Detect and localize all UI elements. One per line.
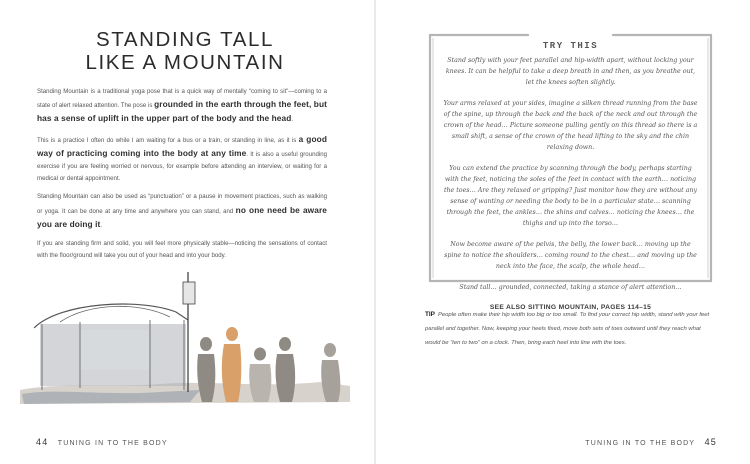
body-text-run: Standing Mountain is a traditional yoga pose that is a quick way of mentally “coming to sit”—coming to a state of alert relaxed attention. The pose is bbox=[37, 88, 327, 110]
emphasis-text: a good way of practicing coming into the body at any time bbox=[37, 133, 327, 158]
body-paragraph bbox=[37, 238, 327, 262]
tip-section bbox=[425, 308, 717, 351]
body-paragraph bbox=[37, 133, 327, 186]
try-this-paragraph: Stand tall… grounded, connected, taking a stance of alert attention… bbox=[459, 283, 682, 291]
see-also-reference: SEE ALSO SITTING MOUNTAIN, PAGES 114–15 bbox=[489, 304, 652, 312]
body-text-run: If you are standing firm and solid, you will feel more physically stable—noticing the sensations of contact with the floor/ground will take you out of your head and into your body. bbox=[37, 240, 327, 260]
try-this-text bbox=[442, 55, 699, 323]
page-title bbox=[40, 28, 330, 74]
try-this-paragraph: Now become aware of the pelvis, the belly, the lower back… moving up the spine to notice the shoulders… coming round to the chest… and moving up the neck into the face, the scalp, the whole head… bbox=[444, 240, 697, 270]
body-text bbox=[37, 86, 327, 268]
body-text-run: Standing Mountain can also be used as “punctuation” or a pause in movement practices, such as walking or yoga. It can be done at any time and anywhere you can stand, and bbox=[37, 193, 327, 215]
figure-5 bbox=[321, 343, 340, 402]
body-paragraph bbox=[37, 86, 327, 127]
try-this-box bbox=[428, 33, 713, 312]
try-this-paragraph: You can extend the practice by scanning through the body, perhaps starting with the feet, noticing the soles of the feet in contact with the earth… noticing the toes… Are they relaxed or gripping? Just monitor how they are without any sense of wanting or needing the body to be in a particular state… scanning through the feet, the ankles… the shins and calves… noticing the knees… the thighs and up into the torso… bbox=[443, 164, 698, 228]
figure-1 bbox=[197, 337, 215, 402]
body-text-run: This is a practice I often do while I am waiting for a bus or a train, or standing in line, as it is bbox=[37, 136, 299, 144]
mountain-pose-illustration bbox=[20, 262, 360, 412]
body-text-run: . bbox=[291, 116, 294, 124]
try-this-paragraph: Stand softly with your feet parallel and hip-width apart, without locking your knees. It can be helpful to take a deep breath in and then, as you breathe out, let the knees soften slightly. bbox=[445, 57, 696, 87]
tip-label: TIP bbox=[425, 311, 435, 318]
try-this-heading: TRY THIS bbox=[542, 41, 599, 51]
body-paragraph bbox=[37, 191, 327, 232]
emphasis-text: no one need be aware you are doing it bbox=[37, 204, 327, 229]
body-text-run: . bbox=[100, 221, 103, 229]
page-number: 45 bbox=[704, 437, 717, 447]
try-this-paragraph: Your arms relaxed at your sides, imagine a silken thread running from the base of the spine, up through the back and the back of the neck and out through the crown of the head… Picture someone pulling gently on this thread so there is a small shift, a sense of the crown of the head lifting to the sky and the chin relaxing down. bbox=[443, 99, 698, 152]
tip-text: People often make their hip width too big or too small. To find your correct hip width, stand with your feet parallel and together. Now, keeping your heels fixed, move both sets of toes outward until they reach what would be “ten to two” on a clock. Then, bring each heel into line with the toes. bbox=[425, 312, 710, 347]
page-number: 44 bbox=[36, 437, 49, 447]
emphasis-text: grounded in the earth through the feet, but has a sense of uplift in the upper part of the body and the head bbox=[37, 99, 327, 124]
figure-3 bbox=[249, 348, 271, 403]
bus-shelter-panel bbox=[80, 330, 150, 370]
title-line: LIKE A MOUNTAIN bbox=[85, 51, 285, 74]
figure-2 bbox=[222, 327, 241, 402]
body-text-run: . It is also a useful grounding exercise if you are feeling worried or nervous, for example before attending an interview, or waiting for a medical or dental appointment. bbox=[37, 150, 327, 183]
running-head: TUNING IN TO THE BODY bbox=[585, 440, 696, 447]
bus-stop-sign bbox=[183, 282, 195, 304]
folio-left bbox=[36, 437, 168, 447]
figure-4 bbox=[276, 337, 296, 402]
folio-right bbox=[585, 437, 717, 447]
title-line: STANDING TALL bbox=[95, 28, 274, 51]
running-head: TUNING IN TO THE BODY bbox=[57, 440, 168, 447]
